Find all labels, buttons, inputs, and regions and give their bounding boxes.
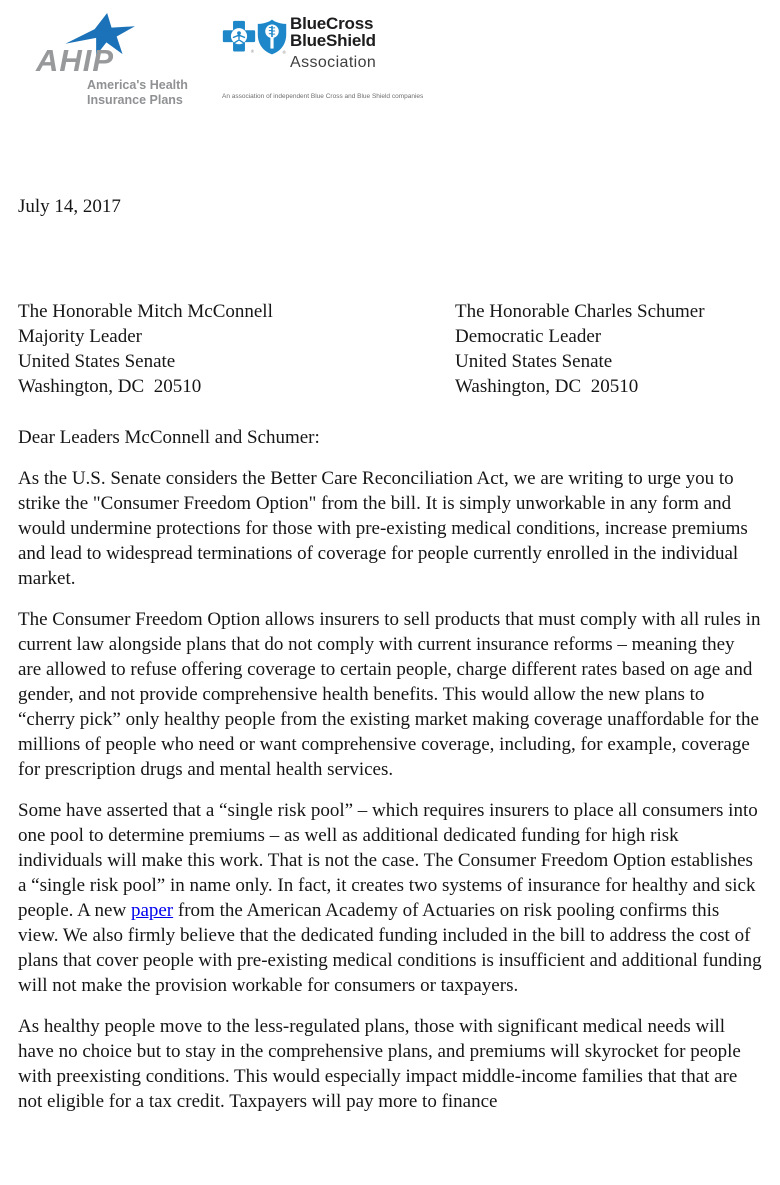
recipient-schumer (455, 299, 705, 399)
svg-text:®: ® (250, 49, 255, 55)
recipient-address: Washington, DC 20510 (455, 376, 639, 397)
letter-date: July 14, 2017 (18, 196, 121, 217)
recipient-mcconnell (18, 299, 455, 399)
recipient-name: The Honorable Charles Schumer (455, 301, 705, 322)
recipient-name: The Honorable Mitch McConnell (18, 301, 273, 322)
recipient-org: United States Senate (18, 351, 176, 372)
bcbs-association-label: Association (290, 54, 377, 71)
blue-cross-icon (222, 17, 256, 57)
ahip-tagline (87, 78, 188, 108)
bcbs-tagline: An association of independent Blue Cross and Blue Shield companies (222, 93, 424, 100)
letter-body (0, 194, 780, 1114)
letterhead (0, 0, 780, 105)
recipient-address: Washington, DC 20510 (18, 376, 202, 397)
paper-link[interactable]: paper (130, 900, 174, 921)
bcbs-name-line2: BlueShield (290, 31, 376, 50)
paragraph-3 (18, 798, 762, 998)
paragraph-4: As healthy people move to the less-regulated plans, those with significant medical needs will have no choice but to stay in the comprehensive plans, and premiums will skyrocket for people with preexisting conditions. This would especially impact middle-income families that that are not eligible for a tax credit. Taxpayers will pay more to finance (18, 1016, 741, 1112)
bcbs-logo (222, 5, 424, 105)
recipient-blocks (18, 299, 762, 399)
paragraph-3-text-before: Some have asserted that a “single risk pool” – which requires insurers to place all consumers into one pool to determine premiums – as well as additional dedicated funding for high risk individuals will make this work. That is not the case. The Consumer Freedom Option establishes a “single risk pool” in name only. In fact, it creates two systems of insurance for healthy and sick people. A new (18, 800, 758, 921)
recipient-org: United States Senate (455, 351, 613, 372)
blue-shield-icon (256, 17, 288, 57)
paragraph-2: The Consumer Freedom Option allows insurers to sell products that must comply with all rules in current law alongside plans that do not comply with current insurance reforms – meaning they are allowed to refuse offering coverage to certain people, charge different rates based on age and gender, and not provide comprehensive health benefits. This would allow the new plans to “cherry pick” only healthy people from the existing market making coverage unaffordable for the millions of people who need or want comprehensive coverage, including, for example, coverage for prescription drugs and mental health services. (18, 609, 761, 780)
svg-text:®: ® (282, 49, 286, 55)
ahip-tagline-line2: Insurance Plans (87, 93, 183, 107)
ahip-tagline-line1: America's Health (87, 78, 188, 92)
bcbs-logo-text (290, 15, 376, 72)
paragraph-1: As the U.S. Senate considers the Better Care Reconciliation Act, we are writing to urge you to strike the "Consumer Freedom Option" from the bill. It is simply unworkable in any form and would undermine protections for those with pre-existing medical conditions, increase premiums and lead to widespread terminations of coverage for people currently enrolled in the individual market. (18, 468, 748, 589)
recipient-title: Majority Leader (18, 326, 142, 347)
recipient-title: Democratic Leader (455, 326, 602, 347)
bcbs-name-line1: BlueCross (290, 14, 374, 33)
ahip-logo-text: AHIP (36, 43, 115, 78)
ahip-logo (30, 5, 215, 105)
paragraph-3-text-after: from the American Academy of Actuaries on risk pooling confirms this view. We also firmly believe that the dedicated funding included in the bill to address the cost of plans that cover people with pre-existing medical conditions is insufficient and additional funding will not make the provision workable for consumers or taxpayers. (18, 900, 762, 996)
salutation: Dear Leaders McConnell and Schumer: (18, 427, 320, 448)
